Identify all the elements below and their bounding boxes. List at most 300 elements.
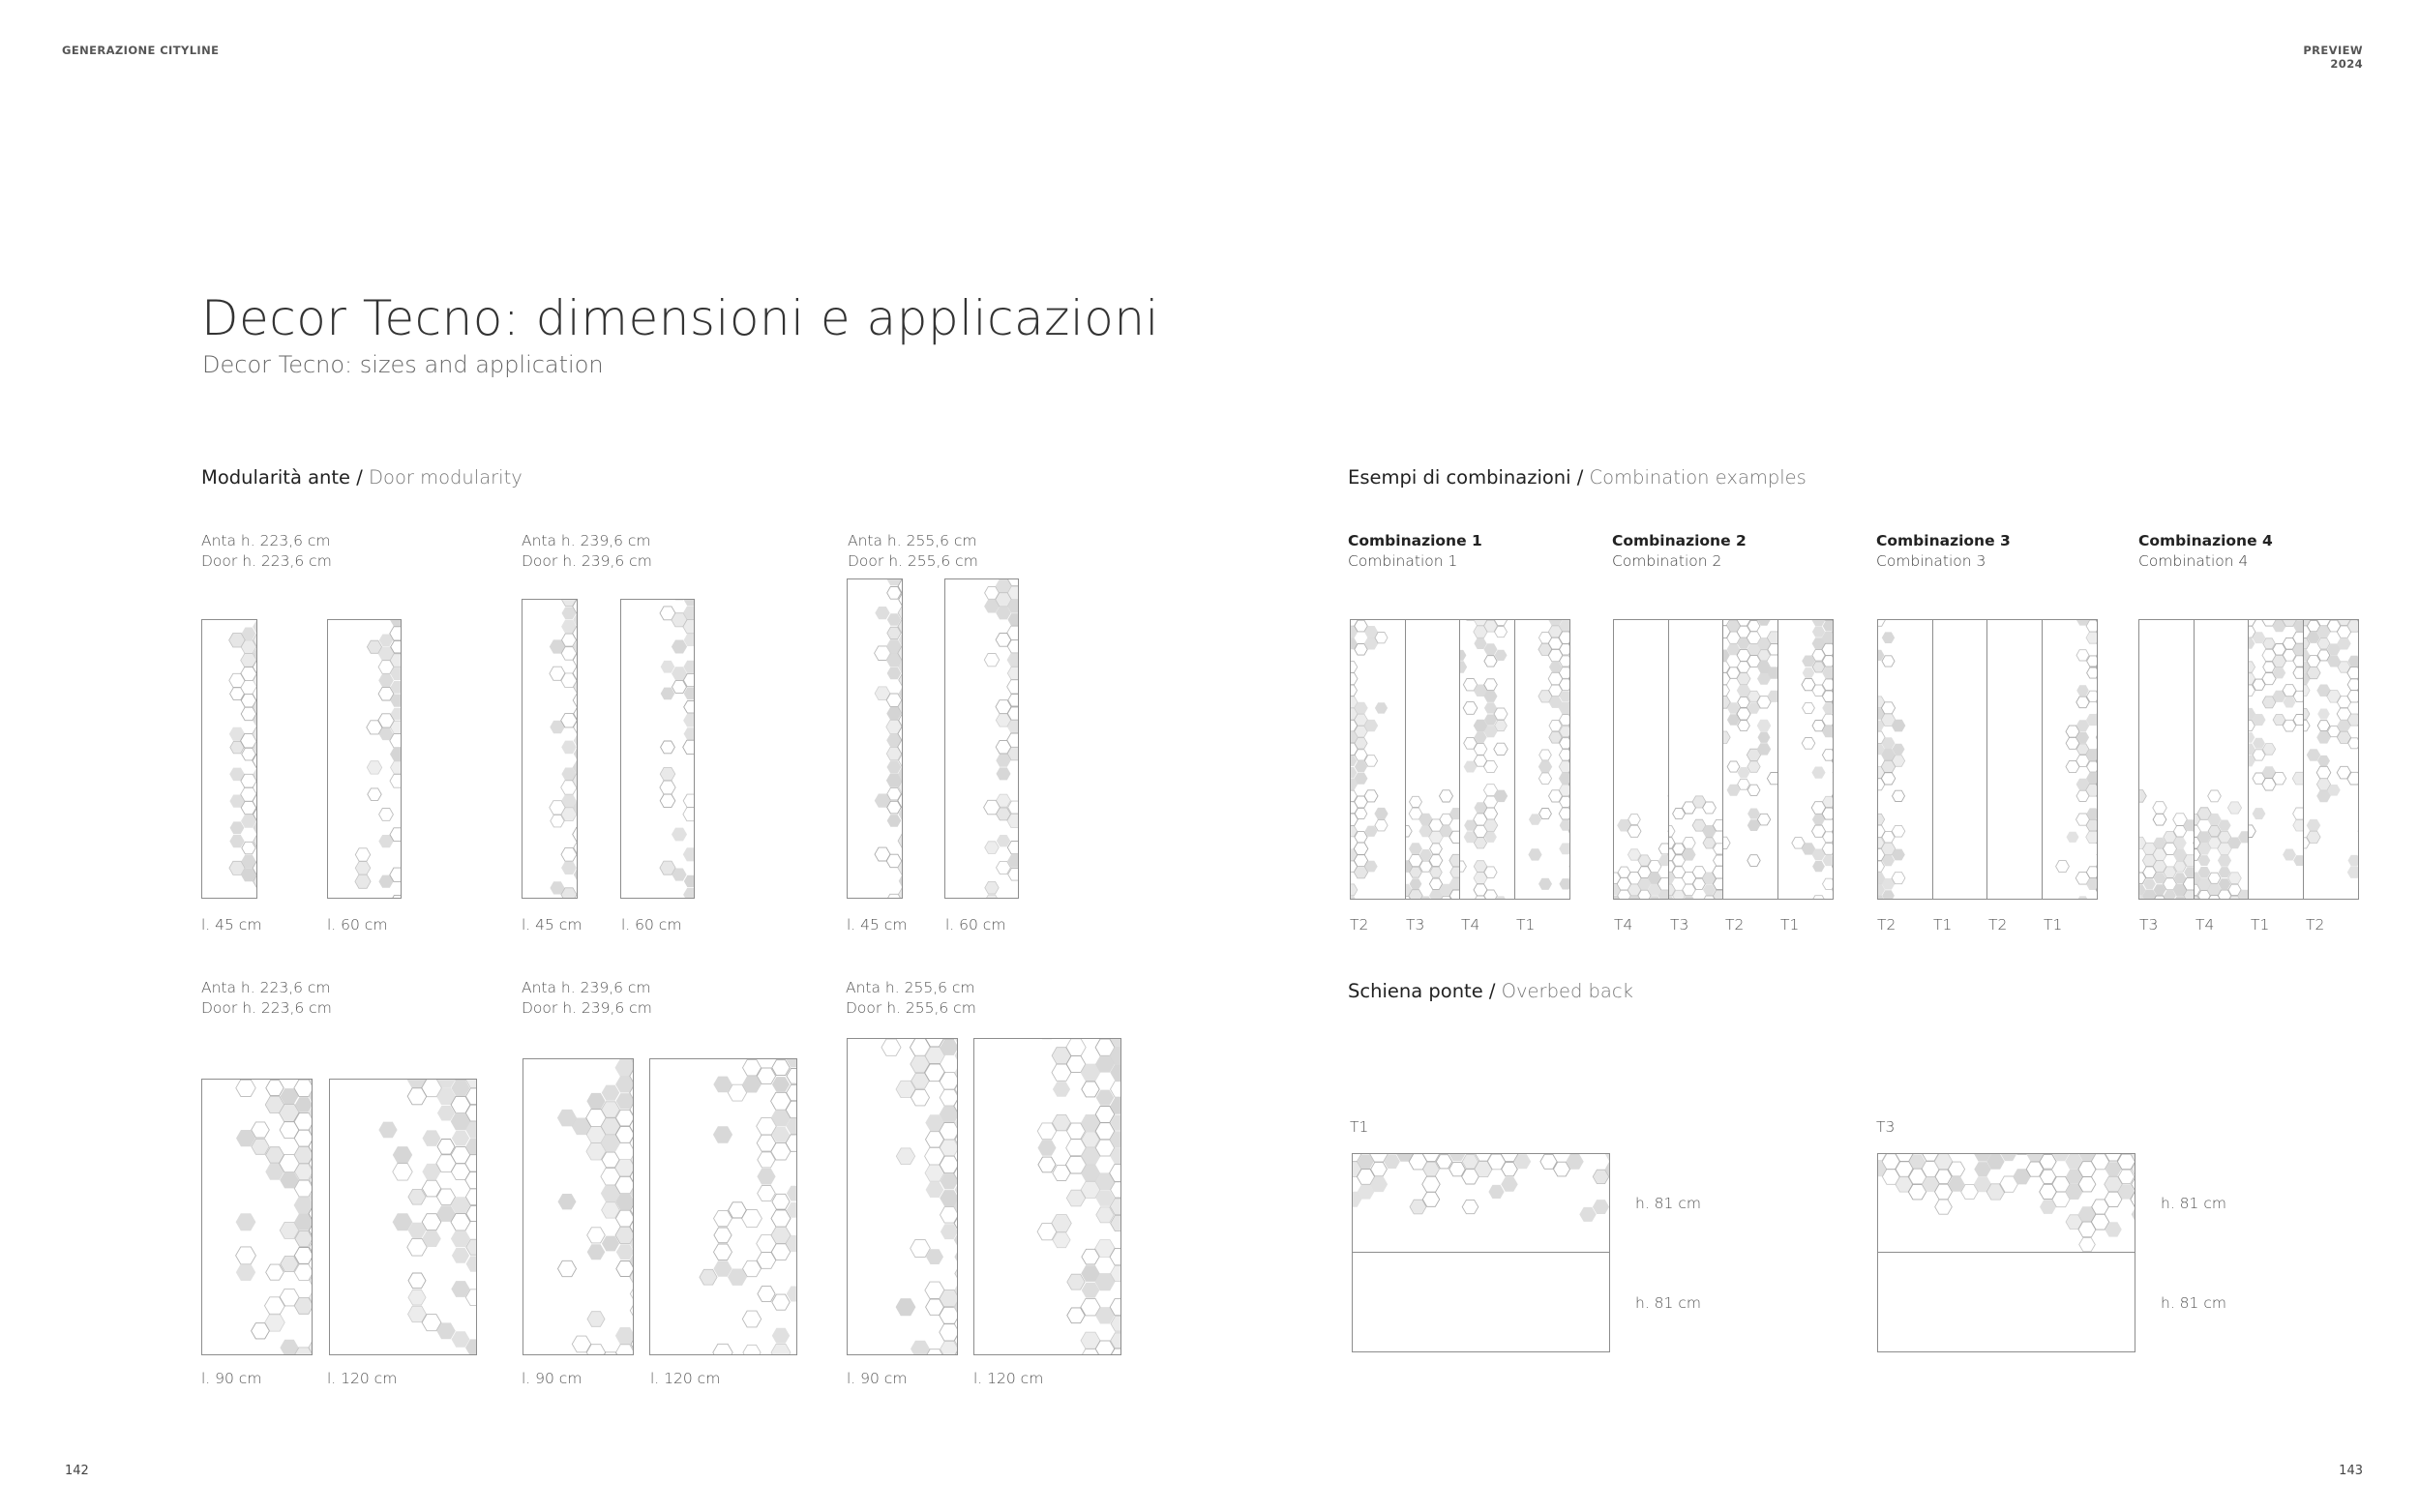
hexagon-shape [355,875,371,888]
hexagon-shape [2243,638,2255,649]
hexagon-shape [714,1244,732,1260]
hexagon-shape [2242,620,2255,626]
hexagon-shape [1355,750,1367,760]
hexagon-shape [1007,626,1018,640]
hexagon-shape [985,881,999,894]
hexagon-shape [1422,1192,1439,1206]
hexagon-shape [1683,838,1695,849]
door-divider [1459,620,1460,899]
hexagon-shape [743,1345,761,1354]
door-panel [973,1038,1121,1355]
door-divider [1986,620,1987,899]
hexagon-shape [1474,744,1487,756]
hexagon-shape [1538,760,1552,772]
hexagon-shape [573,827,577,841]
hexagon-shape [2131,1154,2135,1162]
hexagon-shape [1096,1090,1115,1106]
hexagon-pattern [202,620,256,898]
combination-door-pattern [2177,785,2262,899]
hexagon-shape [1707,750,1719,760]
hexagon-shape [253,727,256,741]
hexagon-shape [1747,785,1760,795]
hexagon-shape [2231,726,2246,738]
door-width: l. 60 cm [621,916,682,934]
hexagon-shape [393,1146,412,1164]
hexagon-shape [1494,743,1508,755]
hexagon-shape [1777,620,1792,626]
hexagon-shape [452,1248,469,1263]
hexagon-shape [2317,638,2330,649]
hexagon-shape [1502,1162,1518,1175]
combination-door-label: T4 [1461,916,1480,934]
anta-height: Anta h. 223,6 cm [201,532,331,549]
combination-door-pattern [1792,620,1833,899]
hexagon-shape [367,761,381,774]
hexagon-shape [2076,685,2089,696]
combination-door-pattern [1389,790,1474,899]
hexagon-shape [2317,650,2330,661]
hexagon-shape [1878,825,1885,837]
hexagon-shape [1449,831,1463,843]
hexagon-shape [2228,884,2241,895]
hexagon-shape [1811,767,1825,779]
door-modularity-title-it: Modularità ante [201,466,351,489]
hexagon-shape [898,834,902,847]
door-width: l. 90 cm [522,1370,582,1387]
hexagon-shape [1757,814,1770,825]
door-panel [847,578,903,899]
hexagon-shape [1351,662,1358,673]
hexagon-shape [742,1210,762,1228]
hexagon-shape [1758,732,1771,743]
hexagon-shape [393,1163,412,1180]
hexagon-pattern [2139,620,2358,899]
hexagon-shape [1355,832,1367,843]
hexagon-shape [1494,708,1508,720]
hexagon-shape [1365,826,1378,837]
hexagon-shape [1351,802,1358,814]
hexagon-shape [1053,1082,1070,1097]
hexagon-shape [1410,878,1422,889]
hexagon-shape [1538,878,1552,890]
hexagon-shape [573,694,577,706]
door-width: l. 45 cm [201,916,262,934]
hexagon-shape [630,1302,633,1319]
hexagon-shape [2327,691,2342,703]
hexagon-shape [1878,697,1885,708]
hexagon-shape [1777,743,1792,756]
combinations-title-en: Combination examples [1589,466,1807,489]
hexagon-shape [2262,779,2276,791]
door-group-caption [201,978,332,1019]
hexagon-shape [997,767,1011,780]
hexagon-shape [2087,667,2097,678]
hexagon-shape [758,1186,776,1201]
hexagon-shape [1110,1148,1120,1165]
hexagon-shape [254,835,256,847]
hexagon-shape [1768,644,1780,655]
door-group-caption [522,531,652,572]
combination-door-label: T4 [2195,916,2215,934]
door-height: Door h. 239,6 cm [522,552,652,570]
hexagon-shape [2228,873,2242,884]
hexagon-shape [2153,848,2167,861]
hexagon-shape [615,1327,633,1345]
door-width: l. 60 cm [945,916,1006,934]
hexagon-shape [1436,1155,1451,1169]
hexagon-shape [1713,878,1725,889]
hexagon-pattern [2056,620,2097,899]
hexagon-shape [1812,861,1825,872]
hexagon-shape [1528,848,1541,860]
hexagon-shape [1703,884,1716,895]
hexagon-shape [265,1164,284,1180]
door-divider [1405,620,1406,899]
hexagon-shape [2253,750,2265,760]
hexagon-shape [683,794,694,808]
hexagon-shape [2078,1222,2096,1237]
hexagon-shape [1703,802,1717,814]
hexagon-shape [1495,650,1508,661]
hexagon-shape [1948,1162,1964,1176]
hexagon-shape [1007,667,1018,679]
hexagon-shape [1628,849,1640,860]
hexagon-shape [1462,1200,1478,1213]
hexagon-shape [2317,709,2330,720]
hexagon-shape [1483,808,1497,819]
hexagon-shape [2297,708,2310,719]
overbed-label: T1 [1350,1118,1369,1136]
hexagon-shape [1066,1039,1086,1056]
hexagon-shape [1351,673,1358,685]
combination-door-pattern [1453,620,1518,899]
hexagon-shape [661,688,675,700]
hexagon-shape [408,1290,426,1305]
hexagon-shape [1559,750,1569,760]
hexagon-shape [2067,832,2079,843]
anta-height: Anta h. 239,6 cm [522,979,651,996]
overbed-divider [1353,1252,1609,1253]
door-divider [1514,620,1515,899]
hexagon-shape [771,1210,791,1227]
hexagon-shape [2218,854,2231,866]
hexagon-shape [660,767,675,781]
hexagon-shape [2292,772,2307,785]
hexagon-shape [1484,679,1498,691]
hexagon-shape [367,721,382,734]
hexagon-shape [1351,814,1358,826]
hexagon-shape [1706,679,1719,691]
hexagon-shape [601,1352,621,1354]
hexagon-shape [1738,767,1750,778]
combination-name-en: Combination 3 [1876,552,1986,570]
hexagon-pattern [1878,620,2097,899]
door-modularity-separator: / [350,466,370,489]
hexagon-shape [1707,667,1719,679]
hexagon-shape [561,741,577,755]
hexagon-shape [1096,1207,1114,1223]
hexagon-shape [2153,802,2166,815]
hexagon-pattern [523,1059,633,1354]
hexagon-shape [558,1260,577,1276]
hexagon-shape [2347,679,2358,691]
hexagon-shape [1549,721,1562,731]
hexagon-shape [2248,860,2261,873]
hexagon-shape [1713,819,1725,831]
hexagon-shape [1569,661,1570,672]
hexagon-shape [254,674,257,687]
hexagon-shape [1882,632,1895,643]
hexagon-shape [1422,1176,1440,1192]
hexagon-shape [1823,621,1833,632]
hexagon-shape [771,1344,791,1354]
hexagon-shape [1082,1082,1099,1097]
hexagon-pattern [2177,785,2262,899]
hexagon-shape [1110,1039,1120,1048]
hexagon-shape [1351,685,1358,696]
anta-height: Anta h. 255,6 cm [846,979,975,996]
hexagon-shape [713,1344,732,1354]
door-width: l. 90 cm [847,1370,908,1387]
hexagon-shape [1494,790,1508,803]
hexagon-shape [378,1122,397,1139]
hexagon-pattern [328,620,401,898]
combination-name-en: Combination 1 [1348,552,1458,570]
door-height: Door h. 255,6 cm [848,552,978,570]
hexagon-shape [1484,867,1497,878]
hexagon-shape [1668,790,1682,802]
hexagon-shape [2243,685,2255,696]
hexagon-shape [2262,744,2275,756]
hexagon-shape [2307,831,2320,843]
hexagon-shape [229,673,245,687]
hexagon-shape [253,687,256,700]
hexagon-shape [1052,1215,1072,1232]
hexagon-shape [898,861,902,875]
hexagon-shape [1389,832,1402,843]
hexagon-shape [378,687,394,700]
hexagon-shape [911,1341,930,1354]
hexagon-shape [1706,632,1720,644]
hexagon-shape [941,1341,957,1354]
hexagon-shape [1460,849,1473,860]
hexagon-shape [772,1294,790,1310]
hexagon-shape [1707,644,1719,655]
hexagon-shape [630,1135,633,1152]
door-width: l. 45 cm [847,916,908,934]
door-panel [944,578,1019,899]
hexagon-shape [2231,620,2245,632]
hexagon-shape [1881,702,1895,714]
combinations-heading [1348,466,1807,489]
door-divider [2303,620,2304,899]
hexagon-shape [2198,855,2211,866]
hexagon-shape [2086,831,2097,844]
overbed-label: T3 [1876,1118,1896,1136]
hexagon-shape [266,1264,284,1280]
hexagon-shape [390,620,401,627]
hexagon-pattern [1389,790,1474,899]
hexagon-shape [1538,643,1552,655]
door-group-caption [846,978,976,1019]
combinations-title-it: Esempi di combinazioni [1348,466,1571,489]
hexagon-shape [1892,825,1905,837]
combination-panel [1877,619,2098,900]
hexagon-shape [407,1088,427,1105]
hexagon-shape [1893,790,1905,801]
hexagon-shape [1568,743,1569,755]
door-group-caption [201,531,332,572]
hexagon-shape [630,1117,633,1135]
hexagon-shape [423,1130,441,1146]
hexagon-shape [1560,820,1569,831]
combination-door-label: T3 [1406,916,1425,934]
hexagon-shape [684,875,694,888]
hexagon-shape [1410,796,1422,807]
hexagon-shape [1459,790,1473,803]
hexagon-shape [1723,884,1736,896]
hexagon-shape [574,681,578,694]
hexagon-shape [684,727,694,740]
overbed-panel [1352,1153,1610,1352]
combination-caption [1876,531,2011,572]
hexagon-shape [684,701,694,714]
hexagon-shape [1351,620,1358,626]
hexagon-shape [615,1076,633,1092]
hexagon-shape [2079,1237,2096,1251]
hexagon-shape [2218,832,2230,844]
door-width: l. 120 cm [973,1370,1044,1387]
hexagon-shape [1747,855,1760,867]
hexagon-shape [2219,867,2231,877]
hexagon-shape [1081,1147,1101,1165]
hexagon-pattern [202,1080,312,1354]
combination-door-label: T4 [1614,916,1633,934]
hexagon-shape [1758,650,1771,661]
hexagon-shape [2227,802,2241,814]
hexagon-shape [2078,1162,2096,1177]
hexagon-shape [1355,809,1367,819]
hexagon-shape [229,727,245,741]
hexagon-shape [1449,854,1463,867]
door-modularity-heading [201,466,523,489]
door-width: l. 120 cm [650,1370,721,1387]
door-group-caption [848,531,978,572]
combination-door-label: T1 [2044,916,2063,934]
hexagon-shape [1706,655,1719,667]
hexagon-shape [1803,702,1815,713]
hexagon-shape [2286,749,2300,760]
hexagon-shape [1454,650,1467,661]
hexagon-shape [700,1269,717,1285]
hexagon-shape [1878,620,1885,626]
hexagon-shape [2097,861,2098,873]
hexagon-shape [1614,896,1621,899]
hexagon-shape [1822,750,1833,761]
hexagon-shape [1495,627,1508,637]
combination-door-pattern [1878,620,1905,899]
hexagon-pattern [974,1039,1120,1354]
hexagon-shape [2242,662,2255,672]
hexagon-shape [1652,796,1665,808]
hexagon-shape [911,1089,930,1106]
hexagon-shape [562,600,577,607]
hexagon-shape [1038,1140,1057,1156]
hexagon-shape [437,1140,455,1155]
hexagon-shape [772,1077,790,1092]
hexagon-shape [1707,691,1720,702]
hexagon-shape [1463,702,1478,715]
hexagon-shape [2337,766,2351,779]
hexagon-shape [955,1065,957,1081]
hexagon-shape [2076,896,2089,899]
hexagon-shape [684,600,694,606]
combination-door-label: T1 [2251,916,2270,934]
header-edition: PREVIEW 2024 [2303,44,2363,71]
hexagon-shape [1662,826,1675,837]
hexagon-pattern [1528,620,1569,899]
hexagon-shape [984,654,999,667]
hexagon-shape [1747,809,1760,819]
hexagon-shape [2337,697,2350,708]
combination-door-label: T2 [1350,916,1369,934]
hexagon-shape [2293,808,2307,819]
hexagon-shape [1723,861,1737,873]
hexagon-shape [2177,785,2190,795]
combination-door-label: T2 [1725,916,1745,934]
hexagon-shape [672,828,687,842]
hexagon-shape [2208,826,2221,837]
hexagon-pattern [1706,620,1791,866]
hexagon-shape [615,1227,633,1243]
hexagon-shape [1605,1154,1609,1162]
hexagon-shape [1812,662,1825,672]
hexagon-shape [997,861,1011,874]
hexagon-shape [757,1169,775,1185]
hexagon-shape [390,748,401,761]
hexagon-shape [2307,656,2320,667]
hexagon-shape [1747,761,1760,773]
combination-door-label: T1 [1780,916,1800,934]
hexagon-shape [2013,1169,2031,1184]
hexagon-shape [1429,878,1442,889]
hexagon-shape [2086,632,2097,643]
hexagon-shape [1559,844,1569,855]
combination-door-pattern [1351,620,1389,899]
door-divider [1668,620,1669,899]
hexagon-shape [887,815,902,827]
hexagon-pattern [650,1059,796,1354]
hexagon-shape [1389,867,1401,878]
hexagon-shape [241,774,256,787]
anta-height: Anta h. 255,6 cm [848,532,977,549]
hexagon-shape [1110,1131,1120,1147]
hexagon-shape [294,1146,312,1163]
hexagon-shape [941,1224,957,1239]
page-number-left: 142 [65,1464,89,1478]
hexagon-shape [2317,721,2330,731]
hexagon-shape [1364,790,1378,802]
hexagon-shape [1593,1200,1609,1214]
hexagon-shape [1738,779,1750,789]
combination-caption [1348,531,1482,572]
hexagon-shape [2347,867,2358,878]
hexagon-shape [1110,1349,1120,1354]
hexagon-shape [1738,697,1750,707]
hexagon-shape [940,1190,957,1206]
hexagon-shape [1747,621,1760,632]
hexagon-shape [1706,785,1720,797]
